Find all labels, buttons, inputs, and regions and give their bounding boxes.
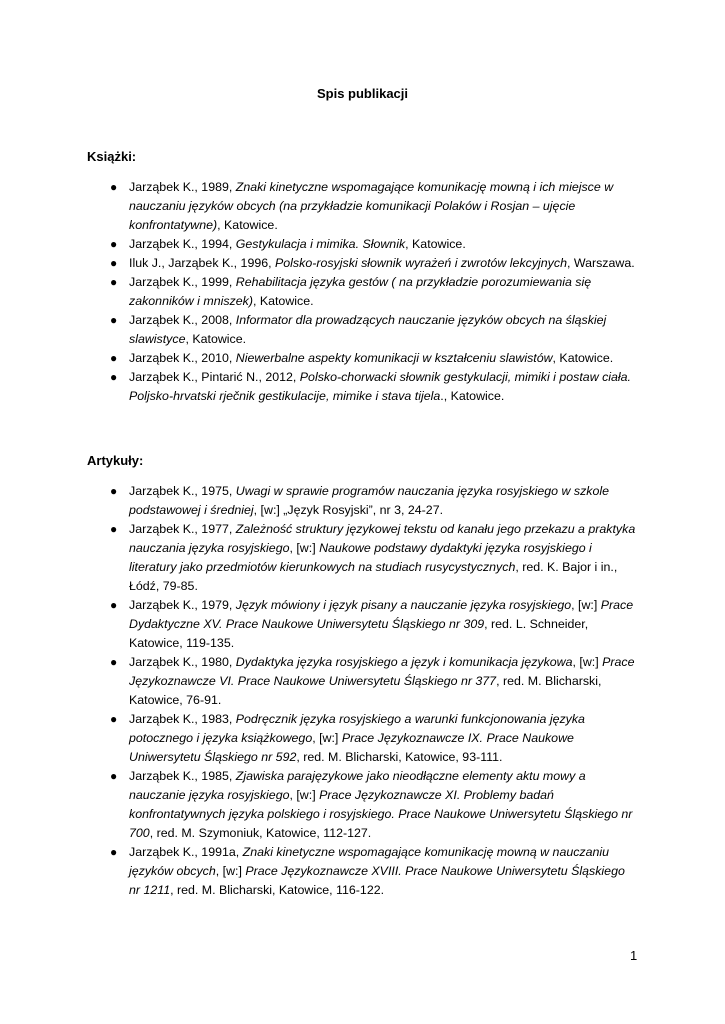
entry-title-segment: Informator dla prowadzących nauczanie języków obcych na śląskiej slawistyce [129,313,607,346]
entry-title-segment: Dydaktyka języka rosyjskiego a język i komunikacja językowa [235,655,573,669]
entry-text-segment: , Katowice. [185,332,247,346]
entry-title-segment: Znaki kinetyczne wspomagające komunikację mowną w nauczaniu języków obcych [129,845,610,878]
entry-text-segment: , [w:] „Język Rosyjski”, nr 3, 24-27. [253,503,444,517]
bullet-icon: ● [110,256,118,270]
entry-title-segment: Prace Językoznawcze XVIII. Prace Naukowe Uniwersytetu Śląskiego nr 1211 [129,864,625,897]
bullet-icon: ● [110,712,118,726]
entry-title-segment: Język mówiony i język pisany a nauczanie języka rosyjskiego [235,598,572,612]
entry-text-segment: Iluk J., Jarząbek K., 1996, [129,256,276,270]
entry-text-segment: , red. M. Blicharski, Katowice, 116-122. [170,883,385,897]
entry-title-segment: Prace Językoznawcze XI. Problemy badań konfrontatywnych języka polskiego i rosyjskiego. Prace Naukowe Uniwersytetu Śląskiego nr 700 [129,788,633,840]
entry-title-segment: Zjawiska parajęzykowe jako nieodłączne elementy aktu mowy a nauczanie języka rosyjskiego [129,769,586,802]
bullet-icon: ● [110,769,118,783]
bullet-icon: ● [110,655,118,669]
entry-text-segment: Jarząbek K., 1975, [129,484,236,498]
entry-text-segment: , Katowice. [405,237,466,251]
entry-title-segment: Znaki kinetyczne wspomagające komunikację mowną i ich miejsce w nauczaniu języków obcych (na przykładzie komunikacji Polaków i Rosjan – ujęcie konfrontatywne) [129,180,614,232]
entry-text-segment: , Katowice. [552,351,614,365]
entry-text-segment: Jarząbek K., 1979, [129,598,236,612]
section-heading-books: Książki: [87,149,137,164]
bullet-icon: ● [110,484,118,498]
entry-text-segment: , red. M. Szymoniuk, Katowice, 112-127. [149,826,372,840]
bullet-icon: ● [110,351,118,365]
entry-text-segment: ., Katowice. [440,389,505,403]
entry-title-segment: Prace Językoznawcze IX. Prace Naukowe Uniwersytetu Śląskiego nr 592 [129,731,574,764]
entry-title-segment: Naukowe podstawy dydaktyki języka rosyjskiego i literatury jako przedmiotów kierunkowych na studiach rusycystycznych [129,541,592,574]
entry-text-segment: , [w:] [572,655,603,669]
page-number: 1 [630,948,638,963]
entry-text-segment: Jarząbek K., 1980, [129,655,236,669]
bullet-icon: ● [110,598,118,612]
bullet-icon: ● [110,313,118,327]
entry-title-segment: Polsko-chorwacki słownik gestykulacji, mimiki i postaw ciała. Poljsko-hrvatski rječnik gestikulacije, mimike i stava tijela [129,370,632,403]
entry-text-segment: Jarząbek K., 1991a, [129,845,243,859]
entry-text-segment: , [w:] [289,788,320,802]
bullet-icon: ● [110,180,118,194]
article-entry [107,653,637,710]
book-entry [107,311,637,349]
bullet-icon: ● [110,370,118,384]
entry-title-segment: Podręcznik języka rosyjskiego a warunki funkcjonowania języka potocznego i języka książkowego [129,712,585,745]
entry-text-segment: , [w:] [571,598,601,612]
entry-text-segment: , Katowice. [217,218,278,232]
entry-title-segment: Rehabilitacja języka gestów ( na przykładzie porozumiewania się zakonników i mniszek) [129,275,592,308]
article-entry [107,596,637,653]
article-entry [107,482,637,520]
bullet-icon: ● [110,845,118,859]
bullet-icon: ● [110,275,118,289]
entry-text-segment: , red. M. Blicharski, Katowice, 76-91. [129,674,602,707]
entry-text-segment: Jarząbek K., 1983, [129,712,236,726]
entry-text-segment: , Warszawa. [566,256,635,270]
bullet-icon: ● [110,522,118,536]
book-entry [107,254,637,273]
entry-text-segment: , [w:] [312,731,342,745]
entry-text-segment: , [w:] [289,541,320,555]
entry-text-segment: Jarząbek K., 1989, [129,180,236,194]
entry-title-segment: Prace Dydaktyczne XV. Prace Naukowe Uniwersytetu Śląskiego nr 309 [129,598,634,631]
book-entry [107,349,637,368]
entry-text-segment: Jarząbek K., Pintarić N., 2012, [129,370,300,384]
article-list [107,482,637,900]
book-entry [107,178,637,235]
page-title: Spis publikacji [316,86,409,101]
entry-title-segment: Zależność struktury językowej tekstu od kanału jego przekazu a praktyka nauczania języka rosyjskiego [129,522,636,555]
entry-text-segment: Jarząbek K., 1985, [129,769,236,783]
book-entry [107,235,637,254]
section-heading-articles: Artykuły: [87,453,144,468]
entry-title-segment: Uwagi w sprawie programów nauczania języka rosyjskiego w szkole podstawowej i średniej [129,484,610,517]
entry-text-segment: Jarząbek K., 1994, [129,237,236,251]
entry-text-segment: , red. K. Bajor i in., Łódź, 79-85. [129,560,618,593]
book-entry [107,273,637,311]
book-entry [107,368,637,406]
article-entry [107,767,637,843]
entry-text-segment: , [w:] [215,864,246,878]
entry-text-segment: Jarząbek K., 1999, [129,275,236,289]
entry-text-segment: , red. M. Blicharski, Katowice, 93-111. [296,750,503,764]
book-list [107,178,637,406]
bullet-icon: ● [110,237,118,251]
entry-text-segment: , red. L. Schneider, Katowice, 119-135. [129,617,589,650]
entry-text-segment: Jarząbek K., 2008, [129,313,236,327]
article-entry [107,710,637,767]
entry-title-segment: Gestykulacja i mimika. Słownik [235,237,406,251]
entry-title-segment: Niewerbalne aspekty komunikacji w kształceniu slawistów [235,351,553,365]
article-entry [107,520,637,596]
entry-title-segment: Prace Językoznawcze VI. Prace Naukowe Uniwersytetu Śląskiego nr 377 [129,655,635,688]
entry-text-segment: , Katowice. [252,294,314,308]
article-entry [107,843,637,900]
entry-title-segment: Polsko-rosyjski słownik wyrażeń i zwrotów lekcyjnych [275,256,567,270]
entry-text-segment: Jarząbek K., 1977, [129,522,236,536]
entry-text-segment: Jarząbek K., 2010, [129,351,236,365]
